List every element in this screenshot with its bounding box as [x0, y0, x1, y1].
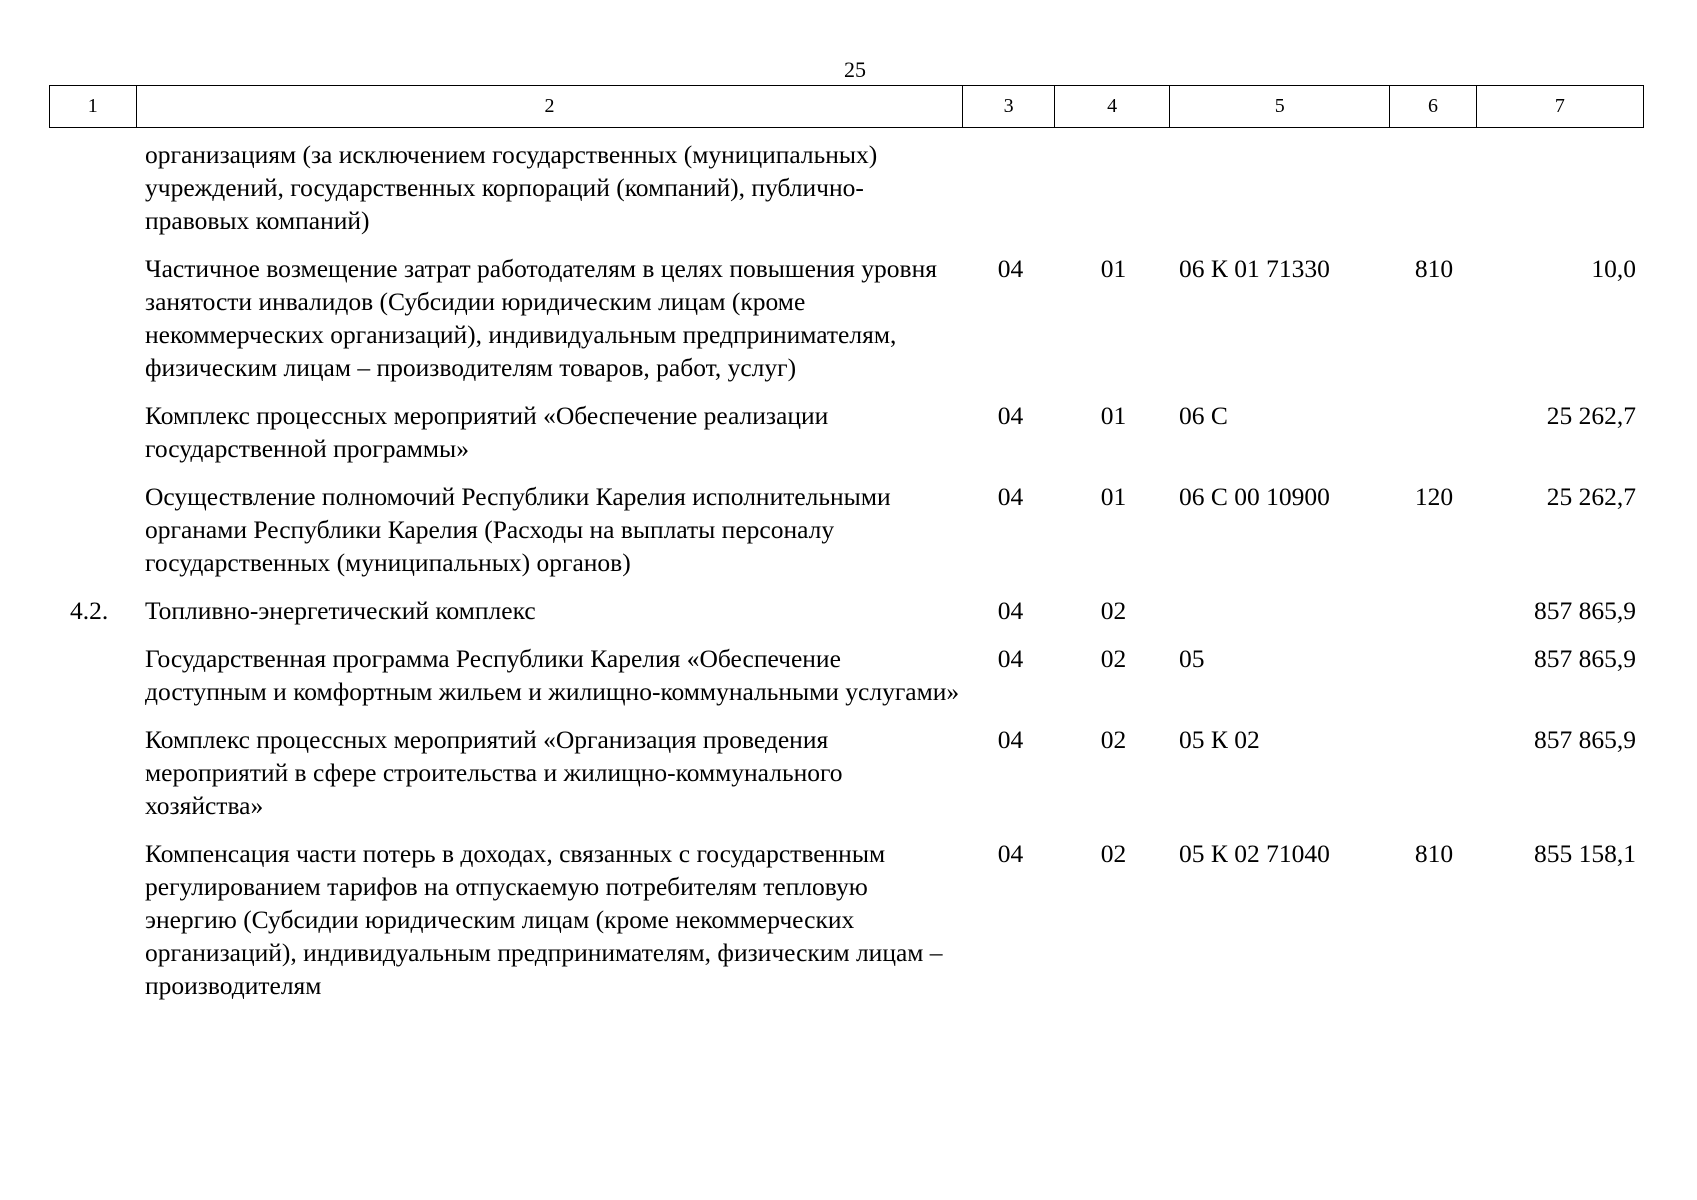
header-col-3: 3 — [963, 86, 1055, 128]
row-subsection: 02 — [1100, 725, 1127, 754]
row-expense-type: 810 — [1414, 839, 1454, 868]
header-col-7: 7 — [1476, 86, 1643, 128]
row-name: Комплекс процессных мероприятий «Организация проведения мероприятий в сфере строительства и жилищно-коммунального хозяйства» — [145, 725, 843, 820]
row-name: Компенсация части потерь в доходах, связанных с государственным регулированием тарифов на отпускаемую потребителям тепловую энергию (Субсидии юридическим лицам (кроме некоммерческих организаций), индивидуальным предпринимателям, физическим лицам – производителям — [145, 839, 943, 1000]
table-row — [49, 594, 1644, 627]
row-section: 04 — [997, 644, 1024, 673]
row-name: Государственная программа Республики Карелия «Обеспечение доступным и комфортным жильем и жилищно-коммунальными услугами» — [145, 644, 960, 706]
row-target-article: 06 С — [1179, 401, 1228, 430]
header-col-6: 6 — [1390, 86, 1477, 128]
table-row — [49, 642, 1644, 708]
row-subsection: 02 — [1100, 644, 1127, 673]
row-expense-type — [1391, 723, 1477, 822]
row-target-article — [1171, 594, 1391, 627]
row-number — [49, 252, 135, 384]
table-row — [49, 399, 1644, 465]
row-name: Частичное возмещение затрат работодателям в целях повышения уровня занятости инвалидов (Субсидии юридическим лицам (кроме некоммерческих организаций), индивидуальным предпринимателям, физическим лицам – производителям товаров, работ, услуг) — [145, 254, 937, 382]
row-expense-type — [1391, 399, 1477, 465]
row-expense-type — [1391, 594, 1477, 627]
row-expense-type — [1391, 642, 1477, 708]
row-sum: 10,0 — [1591, 254, 1636, 283]
row-target-article: 05 К 02 — [1179, 725, 1260, 754]
row-number — [49, 399, 135, 465]
page-number: 25 — [844, 57, 866, 82]
row-sum: 25 262,7 — [1546, 482, 1636, 511]
row-section: 04 — [997, 596, 1024, 625]
table-row — [49, 252, 1644, 384]
header-col-5: 5 — [1170, 86, 1390, 128]
row-subsection — [1056, 138, 1171, 237]
row-expense-type: 810 — [1414, 254, 1454, 283]
row-subsection: 01 — [1100, 254, 1127, 283]
row-subsection: 01 — [1100, 401, 1127, 430]
row-name: Комплекс процессных мероприятий «Обеспечение реализации государственной программы» — [145, 401, 829, 463]
row-number — [49, 480, 135, 579]
table-row — [49, 837, 1644, 1002]
table-body — [49, 138, 1644, 1017]
row-section: 04 — [997, 401, 1024, 430]
row-sum: 857 865,9 — [1534, 725, 1636, 754]
row-sum: 855 158,1 — [1534, 839, 1636, 868]
row-sum — [1477, 138, 1644, 237]
row-section: 04 — [997, 254, 1024, 283]
header-col-1: 1 — [50, 86, 137, 128]
table-row — [49, 723, 1644, 822]
row-section: 04 — [997, 839, 1024, 868]
row-target-article: 05 — [1179, 644, 1205, 673]
row-target-article: 06 С 00 10900 — [1179, 482, 1330, 511]
row-number — [49, 723, 135, 822]
row-target-article — [1171, 138, 1391, 237]
row-expense-type: 120 — [1414, 482, 1454, 511]
row-section: 04 — [997, 725, 1024, 754]
table-row — [49, 138, 1644, 237]
row-subsection: 02 — [1100, 596, 1127, 625]
table-header — [49, 85, 1644, 128]
row-number — [49, 642, 135, 708]
header-col-2: 2 — [136, 86, 963, 128]
row-expense-type — [1391, 138, 1477, 237]
row-subsection: 01 — [1100, 482, 1127, 511]
row-name: организациям (за исключением государственных (муниципальных) учреждений, государственных корпораций (компаний), публично-правовых компаний) — [145, 140, 878, 235]
row-subsection: 02 — [1100, 839, 1127, 868]
row-name: Осуществление полномочий Республики Карелия исполнительными органами Республики Карелия (Расходы на выплаты персоналу государственных (муниципальных) органов) — [145, 482, 891, 577]
header-col-4: 4 — [1054, 86, 1169, 128]
row-number — [49, 837, 135, 1002]
table-row — [49, 480, 1644, 579]
row-sum: 857 865,9 — [1534, 596, 1636, 625]
row-target-article: 05 К 02 71040 — [1179, 839, 1330, 868]
row-section: 04 — [997, 482, 1024, 511]
row-sum: 857 865,9 — [1534, 644, 1636, 673]
row-sum: 25 262,7 — [1546, 401, 1636, 430]
row-name: Топливно-энергетический комплекс — [145, 596, 536, 625]
row-number: 4.2. — [70, 596, 109, 625]
row-section — [965, 138, 1056, 237]
row-number — [49, 138, 135, 237]
row-target-article: 06 К 01 71330 — [1179, 254, 1330, 283]
